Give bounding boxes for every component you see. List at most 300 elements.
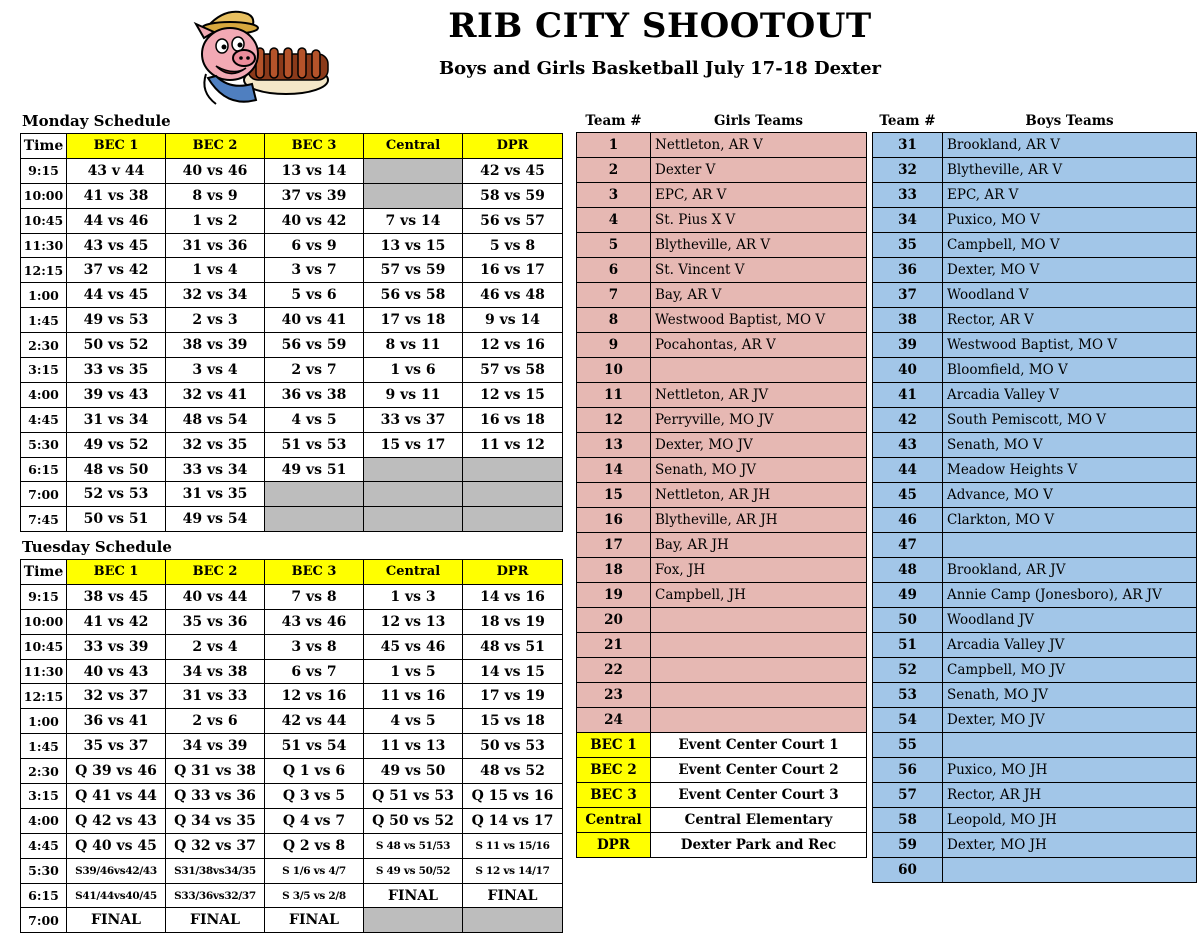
boys-team-name: Dexter, MO JV — [943, 708, 1197, 733]
time-cell: 1:45 — [21, 734, 67, 759]
boys-team-number: 41 — [873, 383, 943, 408]
game-cell: 6 vs 7 — [265, 659, 364, 684]
game-cell: 1 vs 3 — [364, 584, 463, 609]
game-cell: FINAL — [463, 883, 563, 908]
teams-row — [577, 633, 1197, 658]
boys-team-name: Woodland JV — [943, 608, 1197, 633]
girls-team-name: St. Vincent V — [651, 258, 867, 283]
tuesday-schedule-label: Tuesday Schedule — [22, 538, 172, 556]
girls-team-name: Nettleton, AR JH — [651, 483, 867, 508]
girls-team-name: Bay, AR JH — [651, 533, 867, 558]
teams-row — [577, 758, 1197, 783]
game-cell: Q 14 vs 17 — [463, 808, 563, 833]
boys-team-number: 33 — [873, 183, 943, 208]
teams-row — [577, 283, 1197, 308]
boys-team-name: EPC, AR V — [943, 183, 1197, 208]
boys-team-number: 45 — [873, 483, 943, 508]
schedule-row — [21, 283, 563, 308]
game-cell: 43 v 44 — [67, 158, 166, 183]
game-cell: 2 vs 3 — [166, 308, 265, 333]
girls-team-name: Nettleton, AR V — [651, 133, 867, 158]
teams-row — [577, 233, 1197, 258]
girls-team-name: Nettleton, AR JV — [651, 383, 867, 408]
pig-mascot-logo — [186, 4, 336, 112]
game-cell — [364, 183, 463, 208]
game-cell: S 11 vs 15/16 — [463, 833, 563, 858]
girls-team-number: 23 — [577, 683, 651, 708]
girls-team-number: 15 — [577, 483, 651, 508]
girls-team-number-header: Team # — [577, 110, 651, 133]
girls-team-name — [651, 608, 867, 633]
game-cell: 50 vs 53 — [463, 734, 563, 759]
boys-team-name: Meadow Heights V — [943, 458, 1197, 483]
boys-team-name: Westwood Baptist, MO V — [943, 333, 1197, 358]
boys-team-name: Bloomfield, MO V — [943, 358, 1197, 383]
court-code: BEC 3 — [577, 783, 651, 808]
schedule-row — [21, 233, 563, 258]
game-cell: 52 vs 53 — [67, 482, 166, 507]
game-cell: 39 vs 43 — [67, 382, 166, 407]
schedule-row — [21, 208, 563, 233]
game-cell: Q 42 vs 43 — [67, 808, 166, 833]
court-column-header: BEC 3 — [265, 560, 364, 585]
game-cell: 14 vs 15 — [463, 659, 563, 684]
boys-team-number: 53 — [873, 683, 943, 708]
boys-team-name: Annie Camp (Jonesboro), AR JV — [943, 583, 1197, 608]
header — [0, 0, 1200, 112]
time-cell: 6:15 — [21, 883, 67, 908]
game-cell: 17 vs 18 — [364, 308, 463, 333]
teams-row — [577, 558, 1197, 583]
game-cell: 44 vs 45 — [67, 283, 166, 308]
time-cell: 1:00 — [21, 709, 67, 734]
schedule-header-row — [21, 560, 563, 585]
schedule-row — [21, 584, 563, 609]
boys-team-name — [943, 858, 1197, 883]
game-cell: 49 vs 52 — [67, 432, 166, 457]
court-column-header: BEC 1 — [67, 134, 166, 159]
game-cell: 37 vs 39 — [265, 183, 364, 208]
time-cell: 4:45 — [21, 407, 67, 432]
game-cell: 46 vs 48 — [463, 283, 563, 308]
game-cell: 49 vs 54 — [166, 507, 265, 532]
game-cell: 11 vs 16 — [364, 684, 463, 709]
teams-row — [577, 808, 1197, 833]
court-code: BEC 1 — [577, 733, 651, 758]
game-cell: 57 vs 58 — [463, 358, 563, 383]
boys-team-number: 42 — [873, 408, 943, 433]
game-cell: 5 vs 6 — [265, 283, 364, 308]
game-cell: Q 51 vs 53 — [364, 784, 463, 809]
game-cell — [463, 482, 563, 507]
game-cell: 56 vs 59 — [265, 333, 364, 358]
game-cell: 3 vs 8 — [265, 634, 364, 659]
game-cell: 2 vs 7 — [265, 358, 364, 383]
teams-row — [577, 658, 1197, 683]
game-cell: 37 vs 42 — [67, 258, 166, 283]
game-cell: 11 vs 13 — [364, 734, 463, 759]
girls-team-name: Bay, AR V — [651, 283, 867, 308]
girls-team-name: Perryville, MO JV — [651, 408, 867, 433]
time-cell: 1:00 — [21, 283, 67, 308]
game-cell: 42 vs 45 — [463, 158, 563, 183]
girls-team-name: Campbell, JH — [651, 583, 867, 608]
empty-cell — [651, 858, 867, 883]
schedule-row — [21, 784, 563, 809]
game-cell: Q 50 vs 52 — [364, 808, 463, 833]
girls-team-name: Senath, MO JV — [651, 458, 867, 483]
game-cell: Q 39 vs 46 — [67, 759, 166, 784]
schedule-row — [21, 609, 563, 634]
time-cell: 9:15 — [21, 584, 67, 609]
game-cell: 51 vs 53 — [265, 432, 364, 457]
teams-row — [577, 583, 1197, 608]
game-cell: 17 vs 19 — [463, 684, 563, 709]
game-cell: Q 3 vs 5 — [265, 784, 364, 809]
girls-team-number: 10 — [577, 358, 651, 383]
girls-team-name — [651, 633, 867, 658]
game-cell: 51 vs 54 — [265, 734, 364, 759]
game-cell: 45 vs 46 — [364, 634, 463, 659]
game-cell: 15 vs 18 — [463, 709, 563, 734]
boys-team-name — [943, 733, 1197, 758]
girls-team-name: Westwood Baptist, MO V — [651, 308, 867, 333]
page-title: RIB CITY SHOOTOUT — [448, 6, 872, 46]
boys-team-number: 55 — [873, 733, 943, 758]
boys-team-name: Brookland, AR JV — [943, 558, 1197, 583]
game-cell: 31 vs 36 — [166, 233, 265, 258]
boys-team-number: 43 — [873, 433, 943, 458]
teams-row — [577, 408, 1197, 433]
game-cell: 2 vs 4 — [166, 634, 265, 659]
girls-team-number: 3 — [577, 183, 651, 208]
girls-team-number: 8 — [577, 308, 651, 333]
girls-team-number: 7 — [577, 283, 651, 308]
game-cell: 9 vs 11 — [364, 382, 463, 407]
game-cell: 11 vs 12 — [463, 432, 563, 457]
schedule-row — [21, 308, 563, 333]
boys-team-number: 49 — [873, 583, 943, 608]
monday-schedule-table — [20, 133, 563, 532]
game-cell — [463, 908, 563, 933]
girls-team-name — [651, 683, 867, 708]
game-cell: Q 34 vs 35 — [166, 808, 265, 833]
boys-team-number: 56 — [873, 758, 943, 783]
time-cell: 4:00 — [21, 382, 67, 407]
game-cell: Q 1 vs 6 — [265, 759, 364, 784]
monday-schedule-label: Monday Schedule — [22, 112, 171, 130]
court-name: Central Elementary — [651, 808, 867, 833]
game-cell: 9 vs 14 — [463, 308, 563, 333]
boys-team-name: Rector, AR JH — [943, 783, 1197, 808]
schedule-row — [21, 158, 563, 183]
time-cell: 10:45 — [21, 208, 67, 233]
girls-team-number: 6 — [577, 258, 651, 283]
girls-team-name: Fox, JH — [651, 558, 867, 583]
game-cell: FINAL — [265, 908, 364, 933]
boys-team-number: 39 — [873, 333, 943, 358]
game-cell: S 48 vs 51/53 — [364, 833, 463, 858]
game-cell: 1 vs 6 — [364, 358, 463, 383]
game-cell — [265, 507, 364, 532]
court-name: Event Center Court 3 — [651, 783, 867, 808]
game-cell: 12 vs 16 — [463, 333, 563, 358]
boys-team-number: 48 — [873, 558, 943, 583]
boys-team-number: 38 — [873, 308, 943, 333]
boys-team-number: 46 — [873, 508, 943, 533]
game-cell: Q 32 vs 37 — [166, 833, 265, 858]
game-cell: S 1/6 vs 4/7 — [265, 858, 364, 883]
court-name: Event Center Court 2 — [651, 758, 867, 783]
schedule-row — [21, 457, 563, 482]
game-cell: 40 vs 41 — [265, 308, 364, 333]
time-column-header: Time — [21, 134, 67, 159]
court-column-header: BEC 3 — [265, 134, 364, 159]
boys-team-name: Leopold, MO JH — [943, 808, 1197, 833]
teams-row — [577, 708, 1197, 733]
teams-row — [577, 458, 1197, 483]
game-cell: FINAL — [166, 908, 265, 933]
game-cell: 4 vs 5 — [364, 709, 463, 734]
game-cell: 13 vs 14 — [265, 158, 364, 183]
page-subtitle: Boys and Girls Basketball July 17-18 Dexter — [438, 58, 882, 79]
schedule-row — [21, 908, 563, 933]
empty-cell — [577, 858, 651, 883]
teams-row — [577, 358, 1197, 383]
game-cell: 4 vs 5 — [265, 407, 364, 432]
game-cell: 13 vs 15 — [364, 233, 463, 258]
boys-team-number: 34 — [873, 208, 943, 233]
game-cell: S 49 vs 50/52 — [364, 858, 463, 883]
game-cell — [364, 908, 463, 933]
game-cell: 12 vs 16 — [265, 684, 364, 709]
schedule-row — [21, 759, 563, 784]
court-column-header: BEC 2 — [166, 560, 265, 585]
game-cell: FINAL — [364, 883, 463, 908]
game-cell — [364, 507, 463, 532]
girls-team-number: 21 — [577, 633, 651, 658]
girls-team-number: 13 — [577, 433, 651, 458]
teams-row — [577, 833, 1197, 858]
teams-row — [577, 333, 1197, 358]
boys-team-name: Rector, AR V — [943, 308, 1197, 333]
schedule-row — [21, 858, 563, 883]
girls-teams-header: Girls Teams — [651, 110, 867, 133]
boys-team-number: 50 — [873, 608, 943, 633]
teams-row — [577, 508, 1197, 533]
teams-row — [577, 533, 1197, 558]
boys-team-number: 35 — [873, 233, 943, 258]
teams-row — [577, 858, 1197, 883]
game-cell: 16 vs 17 — [463, 258, 563, 283]
time-cell: 1:45 — [21, 308, 67, 333]
schedule-row — [21, 734, 563, 759]
time-cell: 7:45 — [21, 507, 67, 532]
boys-team-name: Clarkton, MO V — [943, 508, 1197, 533]
game-cell — [364, 457, 463, 482]
game-cell — [364, 482, 463, 507]
court-name: Dexter Park and Rec — [651, 833, 867, 858]
schedule-row — [21, 432, 563, 457]
boys-team-number: 57 — [873, 783, 943, 808]
game-cell: 40 vs 46 — [166, 158, 265, 183]
schedule-row — [21, 684, 563, 709]
time-cell: 10:00 — [21, 609, 67, 634]
game-cell: Q 4 vs 7 — [265, 808, 364, 833]
schedule-row — [21, 507, 563, 532]
boys-team-name: Dexter, MO JH — [943, 833, 1197, 858]
game-cell: S33/36vs32/37 — [166, 883, 265, 908]
time-cell: 12:15 — [21, 684, 67, 709]
game-cell: 49 vs 53 — [67, 308, 166, 333]
game-cell: S 3/5 vs 2/8 — [265, 883, 364, 908]
schedule-row — [21, 183, 563, 208]
girls-team-number: 20 — [577, 608, 651, 633]
game-cell: 32 vs 35 — [166, 432, 265, 457]
game-cell: 31 vs 33 — [166, 684, 265, 709]
game-cell: 48 vs 50 — [67, 457, 166, 482]
game-cell: 18 vs 19 — [463, 609, 563, 634]
girls-team-name: Pocahontas, AR V — [651, 333, 867, 358]
game-cell: 49 vs 50 — [364, 759, 463, 784]
game-cell: 31 vs 35 — [166, 482, 265, 507]
game-cell: 32 vs 41 — [166, 382, 265, 407]
teams-row — [577, 183, 1197, 208]
boys-team-name: Brookland, AR V — [943, 133, 1197, 158]
girls-team-number: 9 — [577, 333, 651, 358]
game-cell: 48 vs 54 — [166, 407, 265, 432]
girls-team-name: St. Pius X V — [651, 208, 867, 233]
boys-team-number: 31 — [873, 133, 943, 158]
court-code: DPR — [577, 833, 651, 858]
schedule-row — [21, 808, 563, 833]
game-cell: 49 vs 51 — [265, 457, 364, 482]
game-cell: 35 vs 37 — [67, 734, 166, 759]
game-cell: 43 vs 46 — [265, 609, 364, 634]
boys-team-number: 58 — [873, 808, 943, 833]
boys-team-number: 51 — [873, 633, 943, 658]
game-cell: 40 vs 42 — [265, 208, 364, 233]
teams-row — [577, 683, 1197, 708]
boys-team-name: Senath, MO JV — [943, 683, 1197, 708]
girls-team-name — [651, 358, 867, 383]
game-cell: Q 2 vs 8 — [265, 833, 364, 858]
game-cell: 2 vs 6 — [166, 709, 265, 734]
girls-team-number: 24 — [577, 708, 651, 733]
boys-team-name: Blytheville, AR V — [943, 158, 1197, 183]
time-cell: 2:30 — [21, 759, 67, 784]
boys-team-name: Woodland V — [943, 283, 1197, 308]
game-cell: FINAL — [67, 908, 166, 933]
time-cell: 12:15 — [21, 258, 67, 283]
girls-team-number: 17 — [577, 533, 651, 558]
schedule-row — [21, 883, 563, 908]
girls-team-name — [651, 708, 867, 733]
game-cell: 14 vs 16 — [463, 584, 563, 609]
boys-team-number: 44 — [873, 458, 943, 483]
schedule-row — [21, 709, 563, 734]
schedule-row — [21, 358, 563, 383]
schedule-row — [21, 333, 563, 358]
time-cell: 6:15 — [21, 457, 67, 482]
time-cell: 2:30 — [21, 333, 67, 358]
time-cell: 5:30 — [21, 858, 67, 883]
time-cell: 10:00 — [21, 183, 67, 208]
teams-row — [577, 733, 1197, 758]
game-cell: 12 vs 13 — [364, 609, 463, 634]
game-cell: 38 vs 39 — [166, 333, 265, 358]
teams-row — [577, 158, 1197, 183]
game-cell: 56 vs 57 — [463, 208, 563, 233]
girls-team-number: 14 — [577, 458, 651, 483]
teams-row — [577, 433, 1197, 458]
schedule-row — [21, 407, 563, 432]
game-cell: Q 33 vs 36 — [166, 784, 265, 809]
game-cell: 48 vs 51 — [463, 634, 563, 659]
game-cell: 40 vs 44 — [166, 584, 265, 609]
girls-team-number: 18 — [577, 558, 651, 583]
boys-team-name: Arcadia Valley V — [943, 383, 1197, 408]
boys-team-number-header: Team # — [873, 110, 943, 133]
court-code: BEC 2 — [577, 758, 651, 783]
time-cell: 11:30 — [21, 659, 67, 684]
game-cell — [463, 457, 563, 482]
teams-table — [576, 110, 1197, 883]
game-cell: 3 vs 4 — [166, 358, 265, 383]
girls-team-name: Blytheville, AR JH — [651, 508, 867, 533]
teams-row — [577, 483, 1197, 508]
game-cell: S41/44vs40/45 — [67, 883, 166, 908]
teams-row — [577, 383, 1197, 408]
court-code: Central — [577, 808, 651, 833]
game-cell: 7 vs 8 — [265, 584, 364, 609]
teams-row — [577, 133, 1197, 158]
girls-team-name — [651, 658, 867, 683]
game-cell: S39/46vs42/43 — [67, 858, 166, 883]
girls-team-name: Dexter V — [651, 158, 867, 183]
time-cell: 11:30 — [21, 233, 67, 258]
boys-team-number: 37 — [873, 283, 943, 308]
game-cell: 34 vs 38 — [166, 659, 265, 684]
time-cell: 4:00 — [21, 808, 67, 833]
game-cell: 58 vs 59 — [463, 183, 563, 208]
girls-team-number: 16 — [577, 508, 651, 533]
time-cell: 4:45 — [21, 833, 67, 858]
boys-team-number: 47 — [873, 533, 943, 558]
court-column-header: DPR — [463, 134, 563, 159]
boys-team-name: Campbell, MO JV — [943, 658, 1197, 683]
game-cell: 38 vs 45 — [67, 584, 166, 609]
game-cell: 48 vs 52 — [463, 759, 563, 784]
boys-team-number: 54 — [873, 708, 943, 733]
boys-team-number: 32 — [873, 158, 943, 183]
game-cell: 33 vs 39 — [67, 634, 166, 659]
court-column-header: Central — [364, 134, 463, 159]
girls-team-number: 1 — [577, 133, 651, 158]
boys-team-number: 36 — [873, 258, 943, 283]
game-cell: S31/38vs34/35 — [166, 858, 265, 883]
time-cell: 5:30 — [21, 432, 67, 457]
game-cell: 1 vs 2 — [166, 208, 265, 233]
game-cell: Q 15 vs 16 — [463, 784, 563, 809]
game-cell: 41 vs 38 — [67, 183, 166, 208]
teams-row — [577, 608, 1197, 633]
teams-row — [577, 258, 1197, 283]
boys-team-number: 52 — [873, 658, 943, 683]
teams-row — [577, 308, 1197, 333]
game-cell: 41 vs 42 — [67, 609, 166, 634]
time-cell: 7:00 — [21, 482, 67, 507]
